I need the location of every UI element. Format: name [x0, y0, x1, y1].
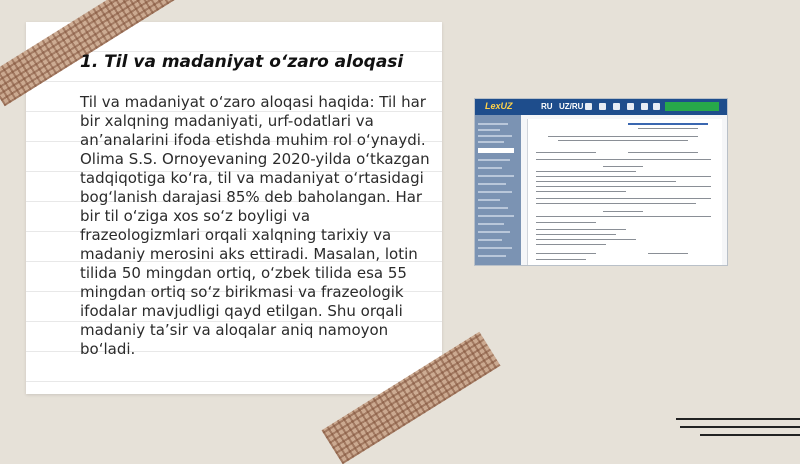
decorative-line: [700, 434, 800, 436]
sidebar-search-box: [478, 148, 514, 153]
slide-title: 1. Til va madaniyat o‘zaro aloqasi: [80, 52, 404, 72]
doc-header-line: [628, 123, 708, 125]
doc-line: [536, 159, 711, 160]
doc-line: [536, 152, 596, 153]
sidebar-line: [478, 135, 512, 137]
sidebar-line: [478, 167, 502, 169]
sidebar-line: [478, 199, 500, 201]
doc-line: [536, 259, 586, 260]
sidebar-line: [478, 223, 504, 225]
doc-line: [536, 203, 696, 204]
info-icon: [627, 103, 634, 110]
document-page: [527, 119, 722, 265]
green-banner: [665, 102, 719, 111]
doc-line: [648, 253, 688, 254]
decorative-line: [676, 418, 800, 420]
lexuz-sidebar: [475, 115, 521, 265]
sidebar-line: [478, 129, 500, 131]
sidebar-line: [478, 159, 510, 161]
lexuz-logo: LexUZ: [485, 101, 513, 111]
toolbar-icon: [641, 103, 648, 110]
toolbar-icon: [599, 103, 606, 110]
doc-line: [536, 198, 711, 199]
doc-line: [536, 186, 711, 187]
lexuz-screenshot: [474, 98, 728, 266]
doc-line: [638, 128, 698, 129]
sidebar-line: [478, 141, 504, 143]
doc-line: [536, 216, 711, 217]
doc-line: [536, 222, 596, 223]
doc-line: [536, 244, 606, 245]
doc-line: [603, 211, 643, 212]
doc-line: [558, 140, 688, 141]
toolbar-icon: [653, 103, 660, 110]
toolbar-icon: [613, 103, 620, 110]
sidebar-line: [478, 175, 514, 177]
doc-line: [628, 152, 698, 153]
lang-uzru-link: UZ/RU: [559, 102, 584, 111]
sidebar-line: [478, 231, 510, 233]
doc-line: [548, 136, 698, 137]
lexuz-header-bar: [475, 99, 727, 115]
sidebar-line: [478, 191, 512, 193]
lang-ru-link: RU: [541, 102, 553, 111]
sidebar-line: [478, 247, 512, 249]
doc-line: [536, 191, 626, 192]
toolbar-icon: [585, 103, 592, 110]
doc-line: [536, 176, 711, 177]
sidebar-line: [478, 207, 508, 209]
decorative-line: [680, 426, 800, 428]
doc-line: [536, 181, 676, 182]
doc-line: [536, 234, 616, 235]
doc-line: [536, 229, 626, 230]
sidebar-line: [478, 215, 514, 217]
sidebar-line: [478, 239, 502, 241]
sidebar-line: [478, 183, 506, 185]
doc-line: [536, 253, 596, 254]
doc-line: [536, 239, 636, 240]
sidebar-line: [478, 255, 506, 257]
doc-line: [603, 166, 643, 167]
doc-line: [536, 171, 636, 172]
sidebar-line: [478, 123, 508, 125]
slide-body-text: Til va madaniyat o‘zaro aloqasi haqida: Til har bir xalqning madaniyati, urf-odatlari va an’analarini ifoda etishda muhim rol o‘ynaydi. Olima S.S. Ornoyevaning 2020-yilda o‘tkazgan tadqiqotiga ko‘ra, til va madaniyat o‘rtasidagi bog‘lanish darajasi 85% deb baholangan. Har bir til o‘ziga xos so‘z boyligi va frazeologizmlari orqali xalqning tarixiy va madaniy merosini aks ettiradi. Masalan, lotin tilida 50 mingdan ortiq, o‘zbek tilida esa 55 mingdan ortiq so‘z birikmasi va frazeologik ifodalar mavjudligi qayd etilgan. Shu orqali madaniy ta’sir va aloqalar aniq namoyon bo‘ladi.: [80, 93, 430, 358]
